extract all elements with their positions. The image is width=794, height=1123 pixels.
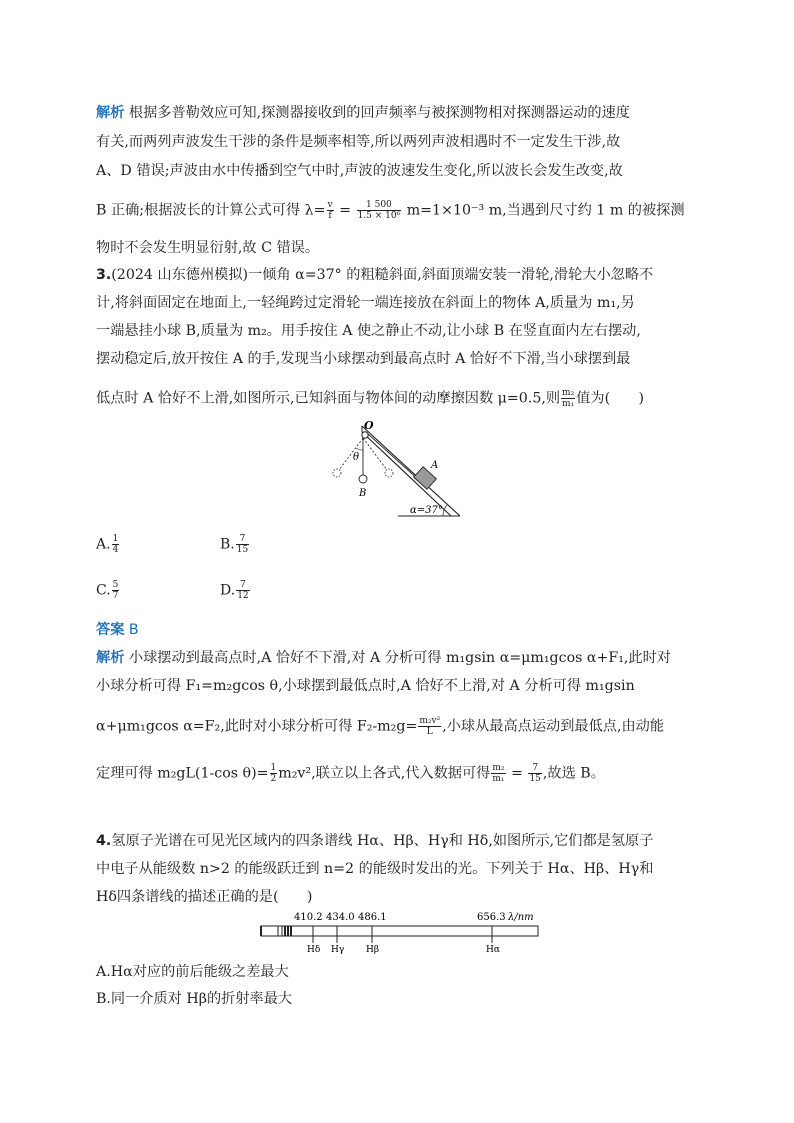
q3-option-D[interactable] [220,580,251,601]
option-fraction [236,580,249,601]
spectrum-label-h-gamma: Hγ [331,945,345,955]
fraction-numerator: 1 500 [357,200,402,211]
fraction-numerator: m₂ [492,763,505,773]
q4-text-1: 氢原子光谱在可见光区域内的四条谱线 Hα、Hβ、Hγ和 Hδ,如图所示,它们都是氢原子 [111,833,654,849]
fraction-wavelength [357,200,402,221]
solution-label: 解析 [96,650,125,666]
option-fraction [112,580,120,601]
q3-solution-text-4b: m₂v²,联立以上各式,代入数据可得 [278,765,491,782]
q3-solution-line-1 [96,648,696,668]
q3-option-B[interactable] [220,534,250,555]
option-letter: A. [96,536,111,553]
question-number: 3. [96,267,112,283]
fraction-denominator: 15 [236,545,249,555]
q3-option-A[interactable] [96,534,120,555]
q3-solution-text-3a: α+μm₁gcos α=F₂,此时对小球分析可得 F₂-m₂g= [96,718,418,735]
label-A: A [431,460,439,471]
prev-solution-line-3: A、D 错误;声波由水中传播到空气中时,声波的波速发生变化,所以波长会发生改变,故 [96,163,623,179]
spectrum-label-h-beta: Hβ [366,945,380,955]
prev-solution-line-5: 物时不会发生明显衍射,故 C 错误。 [96,240,320,256]
option-letter: D. [220,582,236,599]
fraction-v-over-f [327,200,334,221]
answer-label: 答案 [96,622,125,638]
q3-text-5b: 值为( ) [576,390,645,407]
fraction-m2-over-m1 [491,763,505,784]
fraction-seven-fifteenths [528,763,541,784]
fraction-centripetal [418,716,441,737]
incline-surface [362,426,460,516]
spectrum-label-434: 434.0 [326,912,355,923]
fraction-one-half [270,763,278,784]
spectrum-label-410: 410.2 [294,912,323,923]
q3-line-1 [96,265,696,285]
fraction-numerator: 5 [112,580,119,590]
spectrum-unit: λ/nm [508,912,534,923]
q3-line-4: 摆动稳定后,放开按住 A 的手,发现当小球摆动到最高点时 A 恰好不下滑,当小球摆到最 [96,351,631,367]
fraction-denominator: 2 [270,774,277,784]
answer-value: B [128,622,139,638]
prev-solution-text-4b: m=1×10⁻³ m,当遇到尺寸约 1 m 的被探测 [402,202,685,219]
solution-label: 解析 [96,105,125,121]
equals-sign: = [506,765,528,782]
prev-solution-text-1: 根据多普勒效应可知,探测器接收到的回声频率与被探测物相对探测器运动的速度 [128,105,630,121]
fraction-denominator: f [328,211,332,221]
ball-right-ghost [385,469,393,477]
q3-line-3: 一端悬挂小球 B,质量为 m₂。用手按住 A 使之静止不动,让小球 B 在竖直面内左右摆动, [96,323,641,339]
fraction-denominator: 7 [112,591,119,601]
spectrum-box [261,926,538,936]
option-letter: C. [96,582,111,599]
q3-text-5a: 低点时 A 恰好不上滑,如图所示,已知斜面与物体间的动摩擦因数 μ=0.5,则 [96,390,561,407]
option-letter: B. [220,536,235,553]
q3-solution-line-4 [96,763,696,784]
fraction-numerator: 7 [236,534,249,545]
fraction-numerator: v [327,200,333,210]
q3-solution-line-2: 小球分析可得 F₁=m₂gcos θ,小球摆到最低点时,A 恰好不上滑,对 A 分析可得 m₁gsin [96,678,635,694]
prev-solution-line-1 [96,103,696,123]
option-fraction [236,534,249,555]
option-fraction [112,534,120,555]
theta-arc [356,448,363,450]
q4-line-1 [96,831,696,851]
q4-line-2: 中电子从能级数 n>2 的能级跃迁到 n=2 的能级时发出的光。下列关于 Hα、Hβ、Hγ和 [96,861,654,877]
equals-sign: = [334,202,356,219]
fraction-denominator: 4 [112,545,119,555]
fraction-denominator: m₁ [562,399,575,409]
fraction-denominator: m₁ [492,774,505,784]
label-O: O [364,420,374,432]
ball-left-ghost [333,469,341,477]
fraction-numerator: 7 [528,763,541,774]
q3-answer [96,620,696,640]
fraction-m2-over-m1 [561,388,575,409]
rope-to-block [368,434,420,481]
pulley [362,432,368,438]
label-theta: θ [353,452,360,463]
question-number: 4. [96,833,112,849]
q4-option-B[interactable]: B.同一介质对 Hβ的折射率最大 [96,991,293,1007]
q3-solution-text-3b: ,小球从最高点运动到最低点,由动能 [442,718,665,735]
q3-line-5 [96,388,696,409]
q3-line-2: 计,将斜面固定在地面上,一轻绳跨过定滑轮一端连接放在斜面上的物体 A,质量为 m₁,另 [96,295,635,311]
fraction-numerator: 1 [270,763,277,773]
q3-solution-text-4a: 定理可得 m₂gL(1-cos θ)= [96,765,269,782]
q3-solution-text-4d: ,故选 B。 [542,765,605,782]
fraction-denominator: 15 [529,774,541,784]
fraction-denominator: 12 [237,591,249,601]
fraction-numerator: m₂ [562,388,575,398]
fraction-denominator: L [426,727,433,737]
spectrum-label-656: 656.3 [477,912,506,923]
fraction-denominator: 1.5 × 10⁶ [357,211,401,221]
q3-solution-text-1: 小球摆动到最高点时,A 恰好不下滑,对 A 分析可得 m₁gsin α=μm₁gcos α+F₁,此时对 [128,650,671,666]
q3-option-C[interactable] [96,580,120,601]
ball-B [359,475,367,483]
prev-solution-line-2: 有关,而两列声波发生干涉的条件是频率相等,所以两列声波相遇时不一定发生干涉,故 [96,134,621,150]
q4-line-3: Hδ四条谱线的描述正确的是( ) [96,889,313,905]
label-angle: α=37° [410,505,443,516]
spectrum-label-h-alpha: Hα [486,945,500,955]
incline-pendulum-figure [325,420,470,525]
prev-solution-line-4 [96,200,696,221]
hydrogen-spectrum-figure [255,910,545,955]
spectrum-label-486: 486.1 [358,912,387,923]
prev-solution-text-4a: B 正确;根据波长的计算公式可得 λ= [96,202,326,219]
q3-solution-line-3 [96,716,696,737]
q4-option-A[interactable]: A.Hα对应的前后能级之差最大 [96,964,289,980]
fraction-numerator: m₂v² [419,716,441,726]
pendulum-left [339,438,363,470]
fraction-numerator: 7 [236,580,249,591]
label-B: B [359,488,367,499]
fraction-numerator: 1 [112,534,119,544]
pendulum-right [363,438,387,470]
q3-text-1: (2024 山东德州模拟)一倾角 α=37° 的粗糙斜面,斜面顶端安装一滑轮,滑轮大小忽略不 [111,267,654,283]
incline-lower-edge [362,432,451,516]
spectrum-label-h-delta: Hδ [307,945,321,955]
